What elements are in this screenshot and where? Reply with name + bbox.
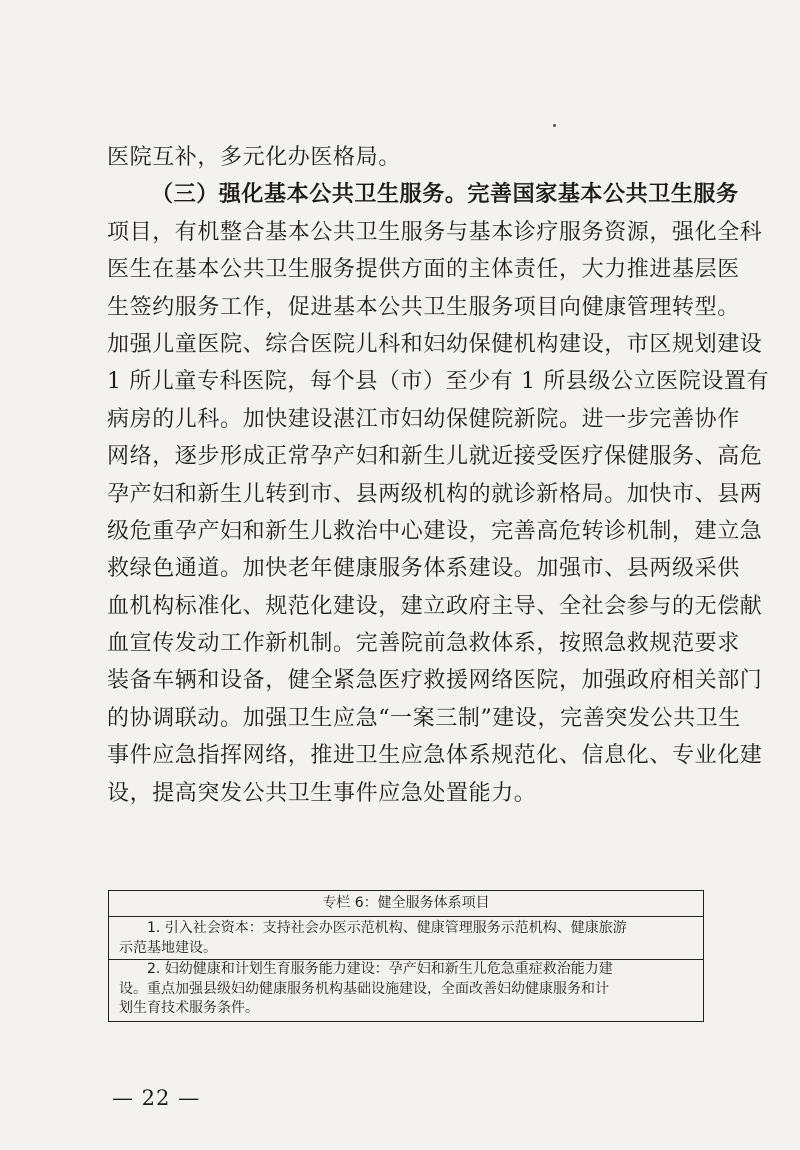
paragraph-line: 生签约服务工作，促进基本公共卫生服务项目向健康管理转型。 (107, 294, 740, 320)
body-text (107, 139, 770, 812)
paragraph-line: 设，提高突发公共卫生事件应急处置能力。 (107, 780, 537, 806)
scan-speck (553, 124, 556, 127)
paragraph-line: 救绿色通道。加快老年健康服务体系建设。加强市、县两级采供 (107, 556, 740, 582)
paragraph-line: 项目，有机整合基本公共卫生服务与基本诊疗服务资源，强化全科 (107, 219, 763, 245)
paragraph-line: 血宣传发动工作新机制。完善院前急救体系，按照急救规范要求 (107, 631, 740, 657)
project-item-line: 示范基地建设。 (119, 939, 217, 956)
paragraph-line: 血机构标准化、规范化建设，建立政府主导、全社会参与的无偿献 (107, 593, 763, 619)
paragraph-line: 医院互补，多元化办医格局。 (107, 145, 401, 170)
section-heading-prefix: （三） (151, 181, 219, 208)
paragraph-line: 病房的儿科。加快建设湛江市妇幼保健院新院。进一步完善协作 (107, 406, 740, 432)
project-box (108, 890, 704, 1022)
page-number: — 22 — (112, 1086, 201, 1110)
paragraph-line: 的协调联动。加强卫生应急“一案三制”建设，完善突发公共卫生 (107, 705, 741, 731)
project-box-body (109, 917, 703, 1020)
project-box-title: 专栏 6：健全服务体系项目 (109, 891, 703, 917)
project-item (109, 919, 703, 960)
section-heading: 强化基本公共卫生服务。完善国家基本公共卫生服务 (218, 181, 739, 208)
paragraph-line: 级危重孕产妇和新生儿救治中心建设，完善高危转诊机制，建立急 (107, 518, 763, 544)
project-item-line: 2. 妇幼健康和计划生育服务能力建设：孕产妇和新生儿危急重症救治能力建 (147, 961, 613, 977)
project-item-line: 设。重点加强县级妇幼健康服务机构基础设施建设，全面改善妇幼健康服务和计 (119, 980, 609, 997)
paragraph-line: 加强儿童医院、综合医院儿科和妇幼保健机构建设，市区规划建设 (107, 331, 763, 357)
paragraph-line: 装备车辆和设备，健全紧急医疗救援网络医院，加强政府相关部门 (107, 668, 763, 694)
paragraph-line: 事件应急指挥网络，推进卫生应急体系规范化、信息化、专业化建 (107, 743, 763, 769)
project-item-line: 1. 引入社会资本：支持社会办医示范机构、健康管理服务示范机构、健康旅游 (147, 920, 627, 936)
paragraph-line: 网络，逐步形成正常孕产妇和新生儿就近接受医疗保健服务、高危 (107, 444, 763, 470)
project-item-line: 划生育技术服务条件。 (119, 1000, 259, 1016)
paragraph-line: 孕产妇和新生儿转到市、县两级机构的就诊新格局。加快市、县两 (107, 481, 763, 507)
paragraph-line: 1 所儿童专科医院，每个县（市）至少有 1 所县级公立医院设置有 (107, 369, 770, 395)
project-item (109, 960, 703, 1020)
paragraph-line: 医生在基本公共卫生服务提供方面的主体责任，大力推进基层医 (107, 257, 740, 283)
section-heading-line (107, 176, 739, 213)
